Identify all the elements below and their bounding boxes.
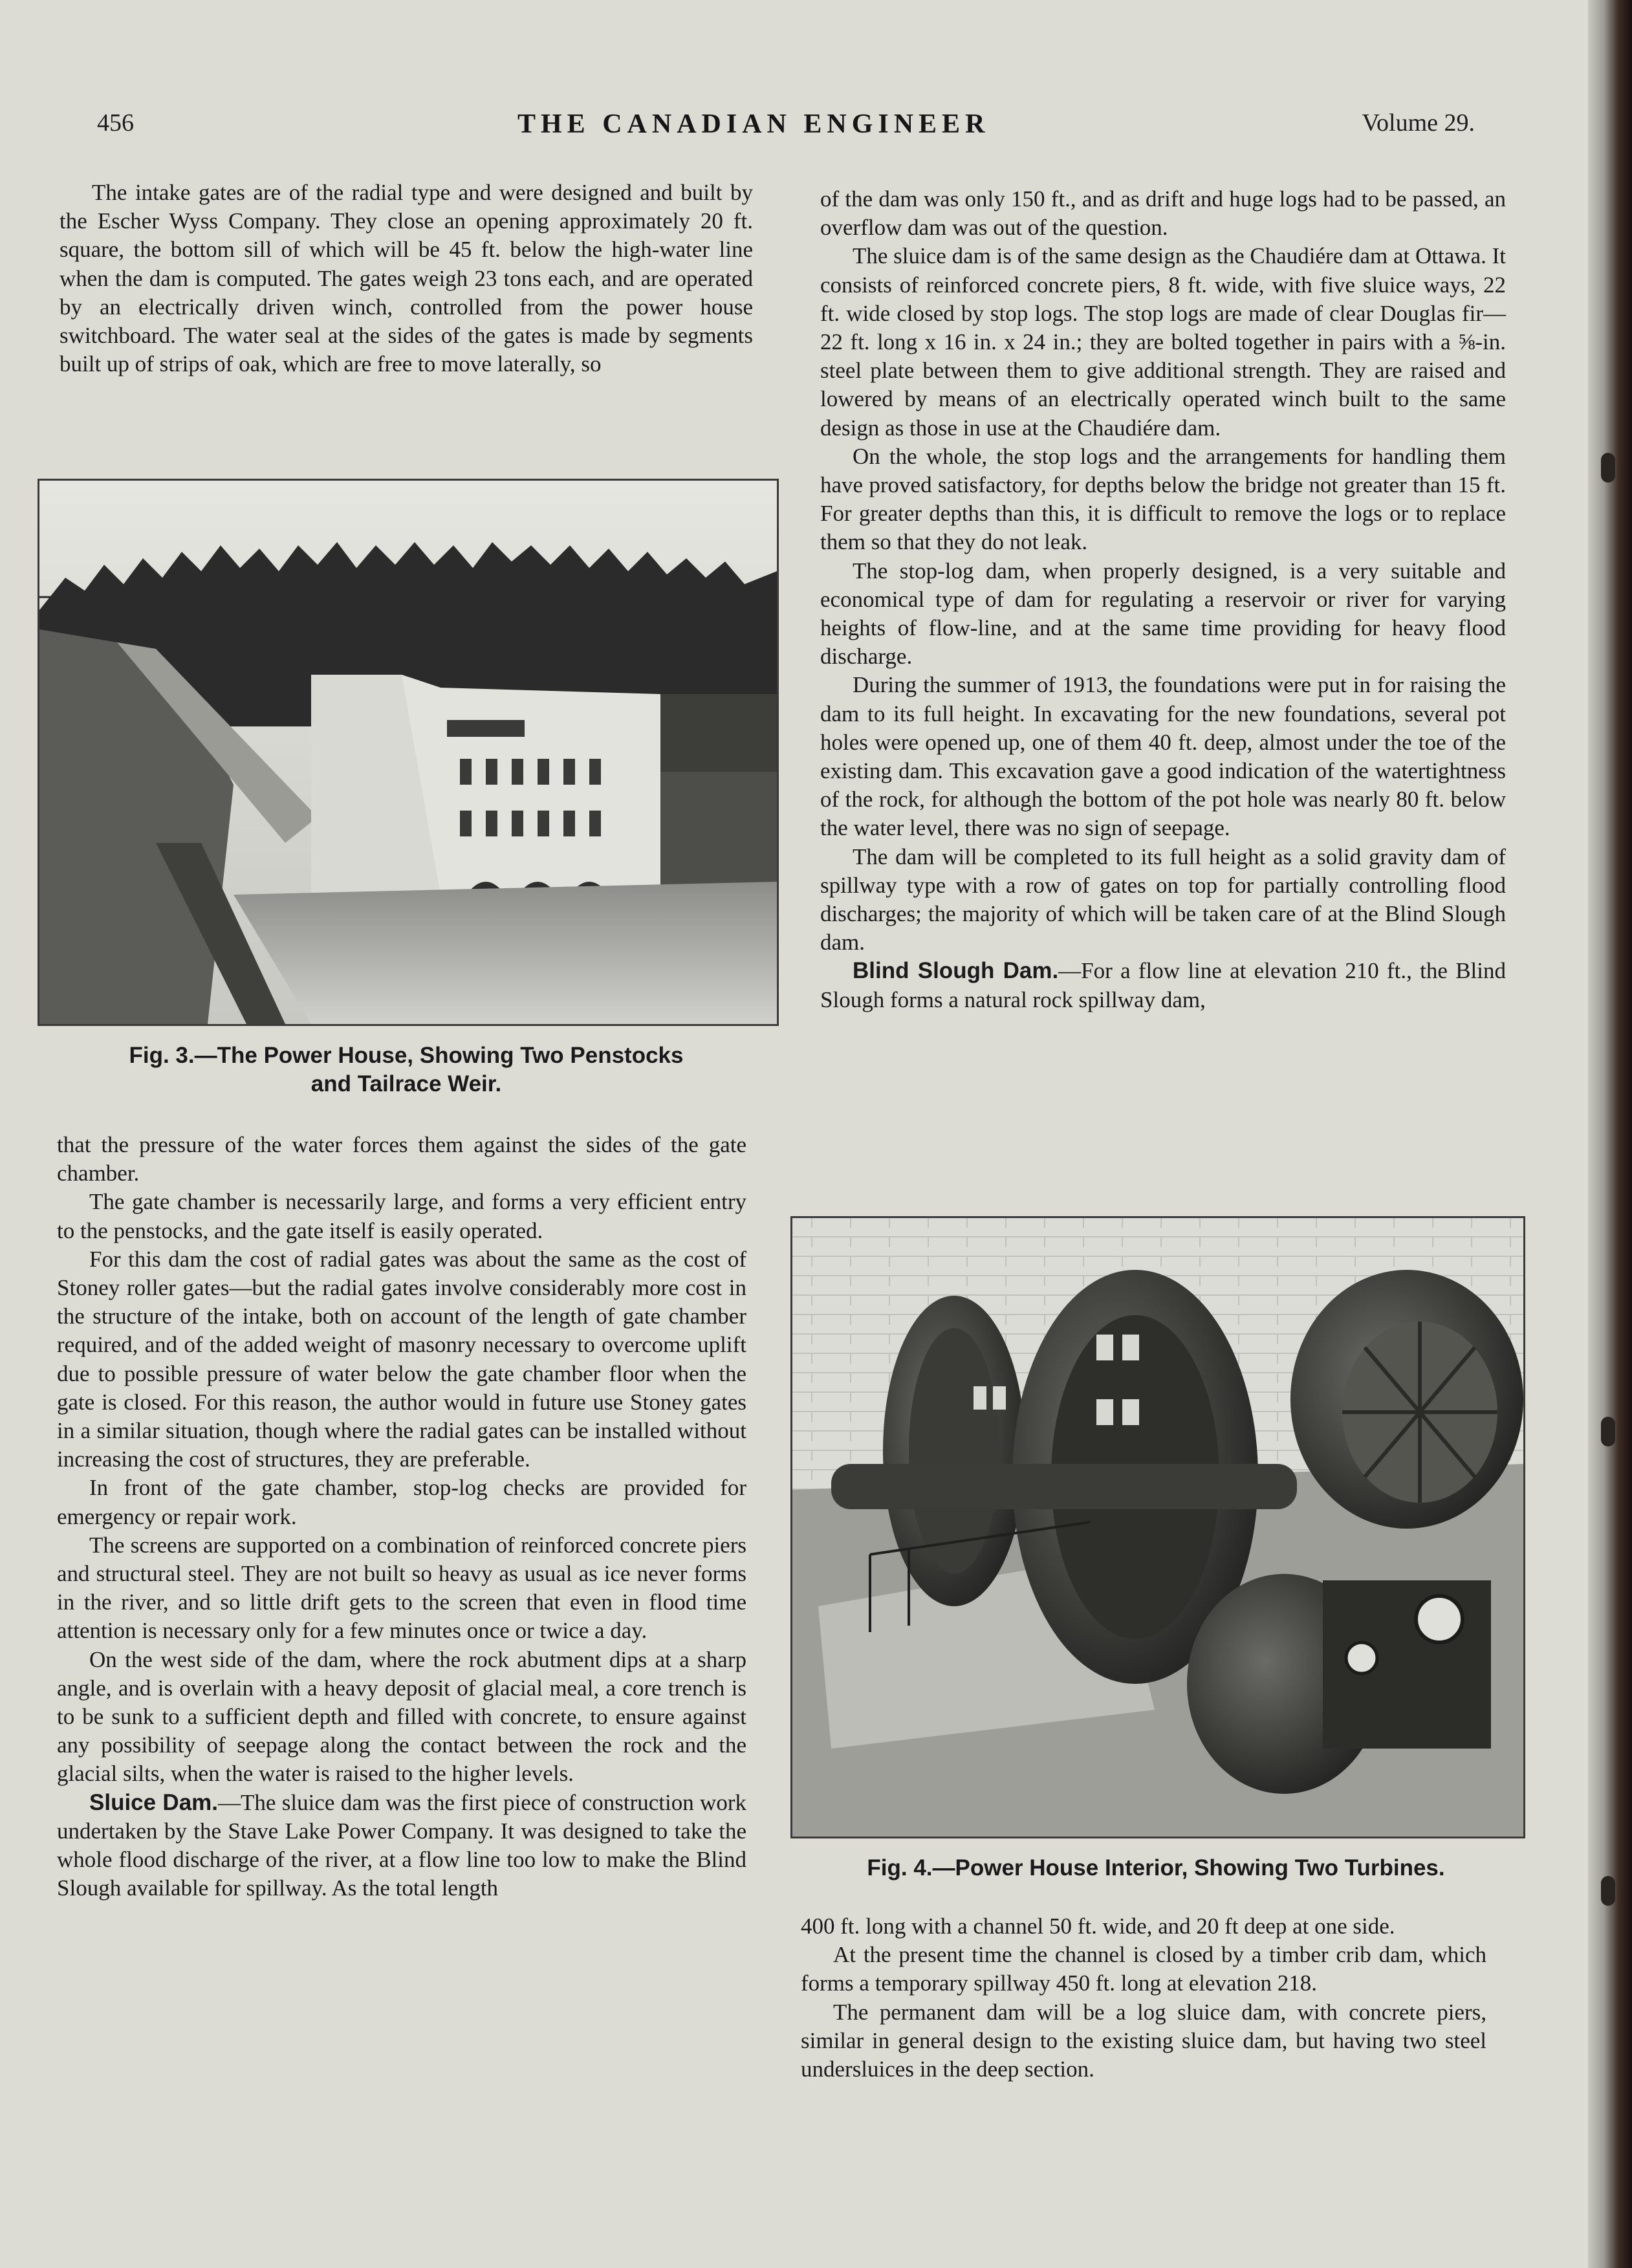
journal-title: THE CANADIAN ENGINEER <box>517 109 990 139</box>
book-binding-gutter <box>1588 0 1632 2268</box>
section-text: —For a flow line at elevation 210 ft., the Blind Slough forms a natural rock spillway dam, <box>820 958 1506 1012</box>
paragraph: At the present time the channel is closed by a timber crib dam, which forms a temporary spillway 450 ft. long at elevation 218. <box>801 1942 1486 1996</box>
section-heading: Blind Slough Dam. <box>853 958 1059 984</box>
fig3-caption <box>38 1041 775 1098</box>
paragraph: On the whole, the stop logs and the arrangements for handling them have proved satisfactory, for depths below the bridge not greater than 15 ft. For greater depths than this, it is difficult to remove the logs or to replace them so that they do not leak. <box>820 443 1506 555</box>
binding-hole <box>1601 453 1615 483</box>
volume-label: Volume 29. <box>1362 109 1475 136</box>
section-text: —The sluice dam was the first piece of construction work undertaken by the Stave Lake Power Company. It was designed to take the whole flood discharge of the river, at a flow line too low to make the Blind Slough available for spillway. As the total length <box>57 1789 746 1901</box>
paragraph: that the pressure of the water forces them against the sides of the gate chamber. <box>57 1132 746 1186</box>
paragraph: The screens are supported on a combination of reinforced concrete piers and structural steel. They are not built so heavy as usual as ice never forms in the river, and so little drift gets to the screen that even in flood time attention is necessary only for a few minutes once or twice a day. <box>57 1532 746 1644</box>
right-column-top <box>820 185 1506 1014</box>
left-column-body <box>57 1131 746 1903</box>
sluice-dam-section <box>57 1789 746 1903</box>
paragraph: The dam will be completed to its full height as a solid gravity dam of spillway type with a row of gates on top for partially controlling flood discharges; the majority of which will be taken care of at the Blind Slough dam. <box>820 844 1506 955</box>
paragraph: 400 ft. long with a channel 50 ft. wide, and 20 ft deep at one side. <box>801 1914 1395 1939</box>
right-column-bottom <box>801 1912 1486 2084</box>
binding-hole <box>1601 1417 1615 1446</box>
blind-slough-section <box>820 957 1506 1014</box>
turbine-illustration <box>792 1218 1523 1837</box>
paragraph: For this dam the cost of radial gates was about the same as the cost of Stoney roller gates—but the radial gates involve considerably more cost in the structure of the intake, both on account of the length of gate chamber required, and of the added weight of masonry necessary to overcome uplift due to possible pressure of water below the gate chamber floor when the gate is closed. For this reason, the author would in future use Stoney gates in a similar situation, though where the radial gates can be installed without increasing the cost of structures, they are preferable. <box>57 1246 746 1472</box>
paragraph: The intake gates are of the radial type and were designed and built by the Escher Wyss Company. They close an opening approximately 20 ft. square, the bottom sill of which will be 45 ft. below the high-water line when the dam is computed. The gates weigh 23 tons each, and are operated by an electrically driven winch, controlled from the power house switchboard. The water seal at the sides of the gates is made by segments built up of strips of oak, which are free to move laterally, so <box>60 180 753 377</box>
power-house-illustration <box>39 481 777 1024</box>
binding-hole <box>1601 1876 1615 1906</box>
fig3-caption-line1: Fig. 3.—The Power House, Showing Two Penstocks <box>129 1043 684 1068</box>
paragraph: The permanent dam will be a log sluice dam, with concrete piers, similar in general design to the existing sluice dam, but having two steel undersluices in the deep section. <box>801 1999 1486 2082</box>
paragraph: During the summer of 1913, the foundations were put in for raising the dam to its full height. In excavating for the new foundations, several pot holes were opened up, one of them 40 ft. deep, almost under the toe of the existing dam. This excavation gave a good indication of the watertightness of the rock, for although the bottom of the pot hole was nearly 80 ft. below the water level, there was no sign of seepage. <box>820 672 1506 841</box>
fig4-power-house-interior-photo <box>790 1216 1525 1838</box>
paragraph: On the west side of the dam, where the rock abutment dips at a sharp angle, and is overlain with a heavy deposit of glacial meal, a core trench is to be sunk to a sufficient depth and filled with concrete, to ensure against any possibility of seepage along the contact between the rock and the glacial silts, when the water is raised to the higher levels. <box>57 1646 746 1787</box>
paragraph: of the dam was only 150 ft., and as drift and huge logs had to be passed, an overflow dam was out of the question. <box>820 186 1506 241</box>
fig4-caption: Fig. 4.—Power House Interior, Showing Two Turbines. <box>867 1855 1445 1881</box>
paragraph: The gate chamber is necessarily large, and forms a very efficient entry to the penstocks, and the gate itself is easily operated. <box>57 1189 746 1243</box>
left-column-top <box>60 179 753 378</box>
paragraph: In front of the gate chamber, stop-log checks are provided for emergency or repair work. <box>57 1475 746 1529</box>
paragraph: The sluice dam is of the same design as the Chaudiére dam at Ottawa. It consists of reinforced concrete piers, 8 ft. wide, with five sluice ways, 22 ft. wide closed by stop logs. The stop logs are made of clear Douglas fir—22 ft. long x 16 in. x 24 in.; they are bolted together in pairs with a ⅝-in. steel plate between them to give additional strength. They are raised and lowered by means of an electrically operated winch built to the same design as those in use at the Chaudiére dam. <box>820 243 1506 441</box>
page-number: 456 <box>97 109 134 136</box>
section-heading: Sluice Dam. <box>89 1789 219 1815</box>
fig3-caption-line2: and Tailrace Weir. <box>310 1071 502 1096</box>
running-head <box>97 109 1475 145</box>
paragraph: The stop-log dam, when properly designed, is a very suitable and economical type of dam for regulating a reservoir or river for varying heights of flow-line, and at the same time providing for heavy flood discharge. <box>820 558 1506 670</box>
fig3-power-house-photo <box>38 479 779 1026</box>
